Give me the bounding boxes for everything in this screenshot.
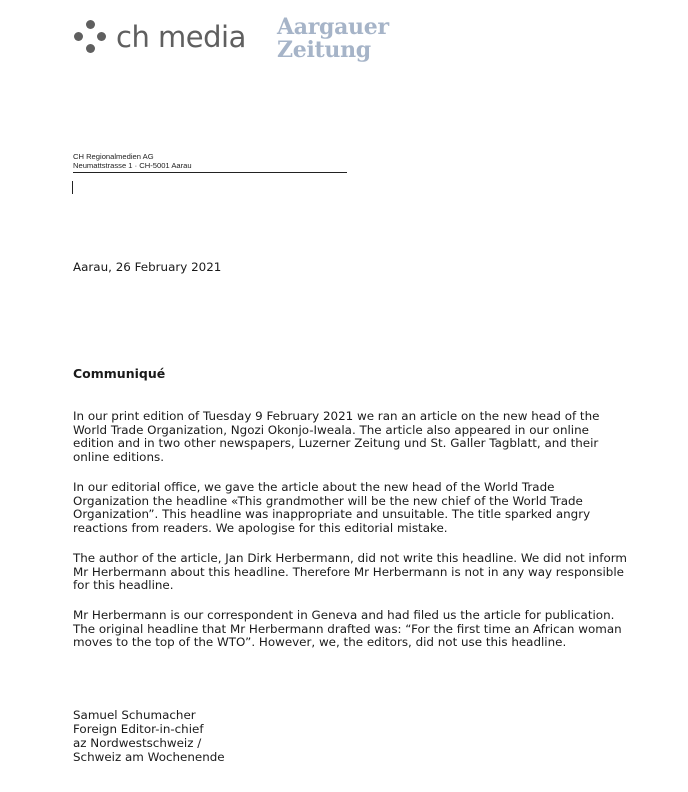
paragraph-line: edition and in two other newspapers, Luzerner Zeitung und St. Galler Tagblatt, and their [73, 436, 599, 451]
signature-org-line1: az Nordwestschweiz / [73, 735, 202, 750]
paragraph-line: The author of the article, Jan Dirk Herbermann, did not write this headline. We did not inform [73, 551, 627, 565]
paragraph-4 [73, 609, 673, 650]
paragraph-line: Mr Herbermann is our correspondent in Geneva and had filed us the article for publication. [73, 608, 615, 622]
signature-name: Samuel Schumacher [73, 708, 196, 722]
text-cursor[interactable] [72, 181, 73, 194]
sender-divider [73, 172, 347, 173]
sender-line2: Neumattstrasse 1 · CH-5001 Aarau [73, 161, 192, 170]
letter-heading: Communiqué [73, 366, 166, 381]
paragraph-line: In our editorial office, we gave the article about the new head of the World Trade [73, 480, 555, 494]
paragraph-line: The original headline that Mr Herbermann drafted was: “For the first time an African woman [73, 621, 622, 636]
paragraph-line: moves to the top of the WTO”. However, we, the editors, did not use this headline. [73, 635, 567, 650]
paragraph-line: for this headline. [73, 578, 174, 593]
paragraph-line: reactions from readers. We apologise for this editorial mistake. [73, 520, 448, 535]
ch-media-logo [74, 20, 246, 54]
signature-title: Foreign Editor-in-chief [73, 721, 204, 736]
paragraph-line: online editions. [73, 449, 164, 464]
sender-address [73, 152, 192, 170]
paragraph-line: Organization the headline «This grandmother will be the new chief of the World Trade [73, 493, 583, 508]
az-logo-line2: Zeitung [277, 37, 371, 63]
letter-date: Aarau, 26 February 2021 [73, 260, 222, 274]
paragraph-2 [73, 481, 673, 535]
ch-media-logo-text: ch media [116, 20, 246, 54]
signature-block [73, 709, 225, 765]
paragraph-line: In our print edition of Tuesday 9 February 2021 we ran an article on the new head of the [73, 409, 600, 423]
paragraph-3 [73, 552, 673, 593]
paragraph-1 [73, 410, 673, 464]
sender-line1: CH Regionalmedien AG [73, 152, 154, 161]
az-logo-line1: Aargauer [277, 14, 389, 40]
ch-media-dots-icon [74, 20, 108, 54]
paragraph-line: World Trade Organization, Ngozi Okonjo-Iweala. The article also appeared in our online [73, 422, 589, 437]
aargauer-zeitung-logo [277, 16, 389, 62]
paragraph-line: Organization”. This headline was inappropriate and unsuitable. The title sparked angry [73, 507, 591, 522]
paragraph-line: Mr Herbermann about this headline. Therefore Mr Herbermann is not in any way responsible [73, 564, 624, 579]
signature-org-line2: Schweiz am Wochenende [73, 749, 225, 764]
